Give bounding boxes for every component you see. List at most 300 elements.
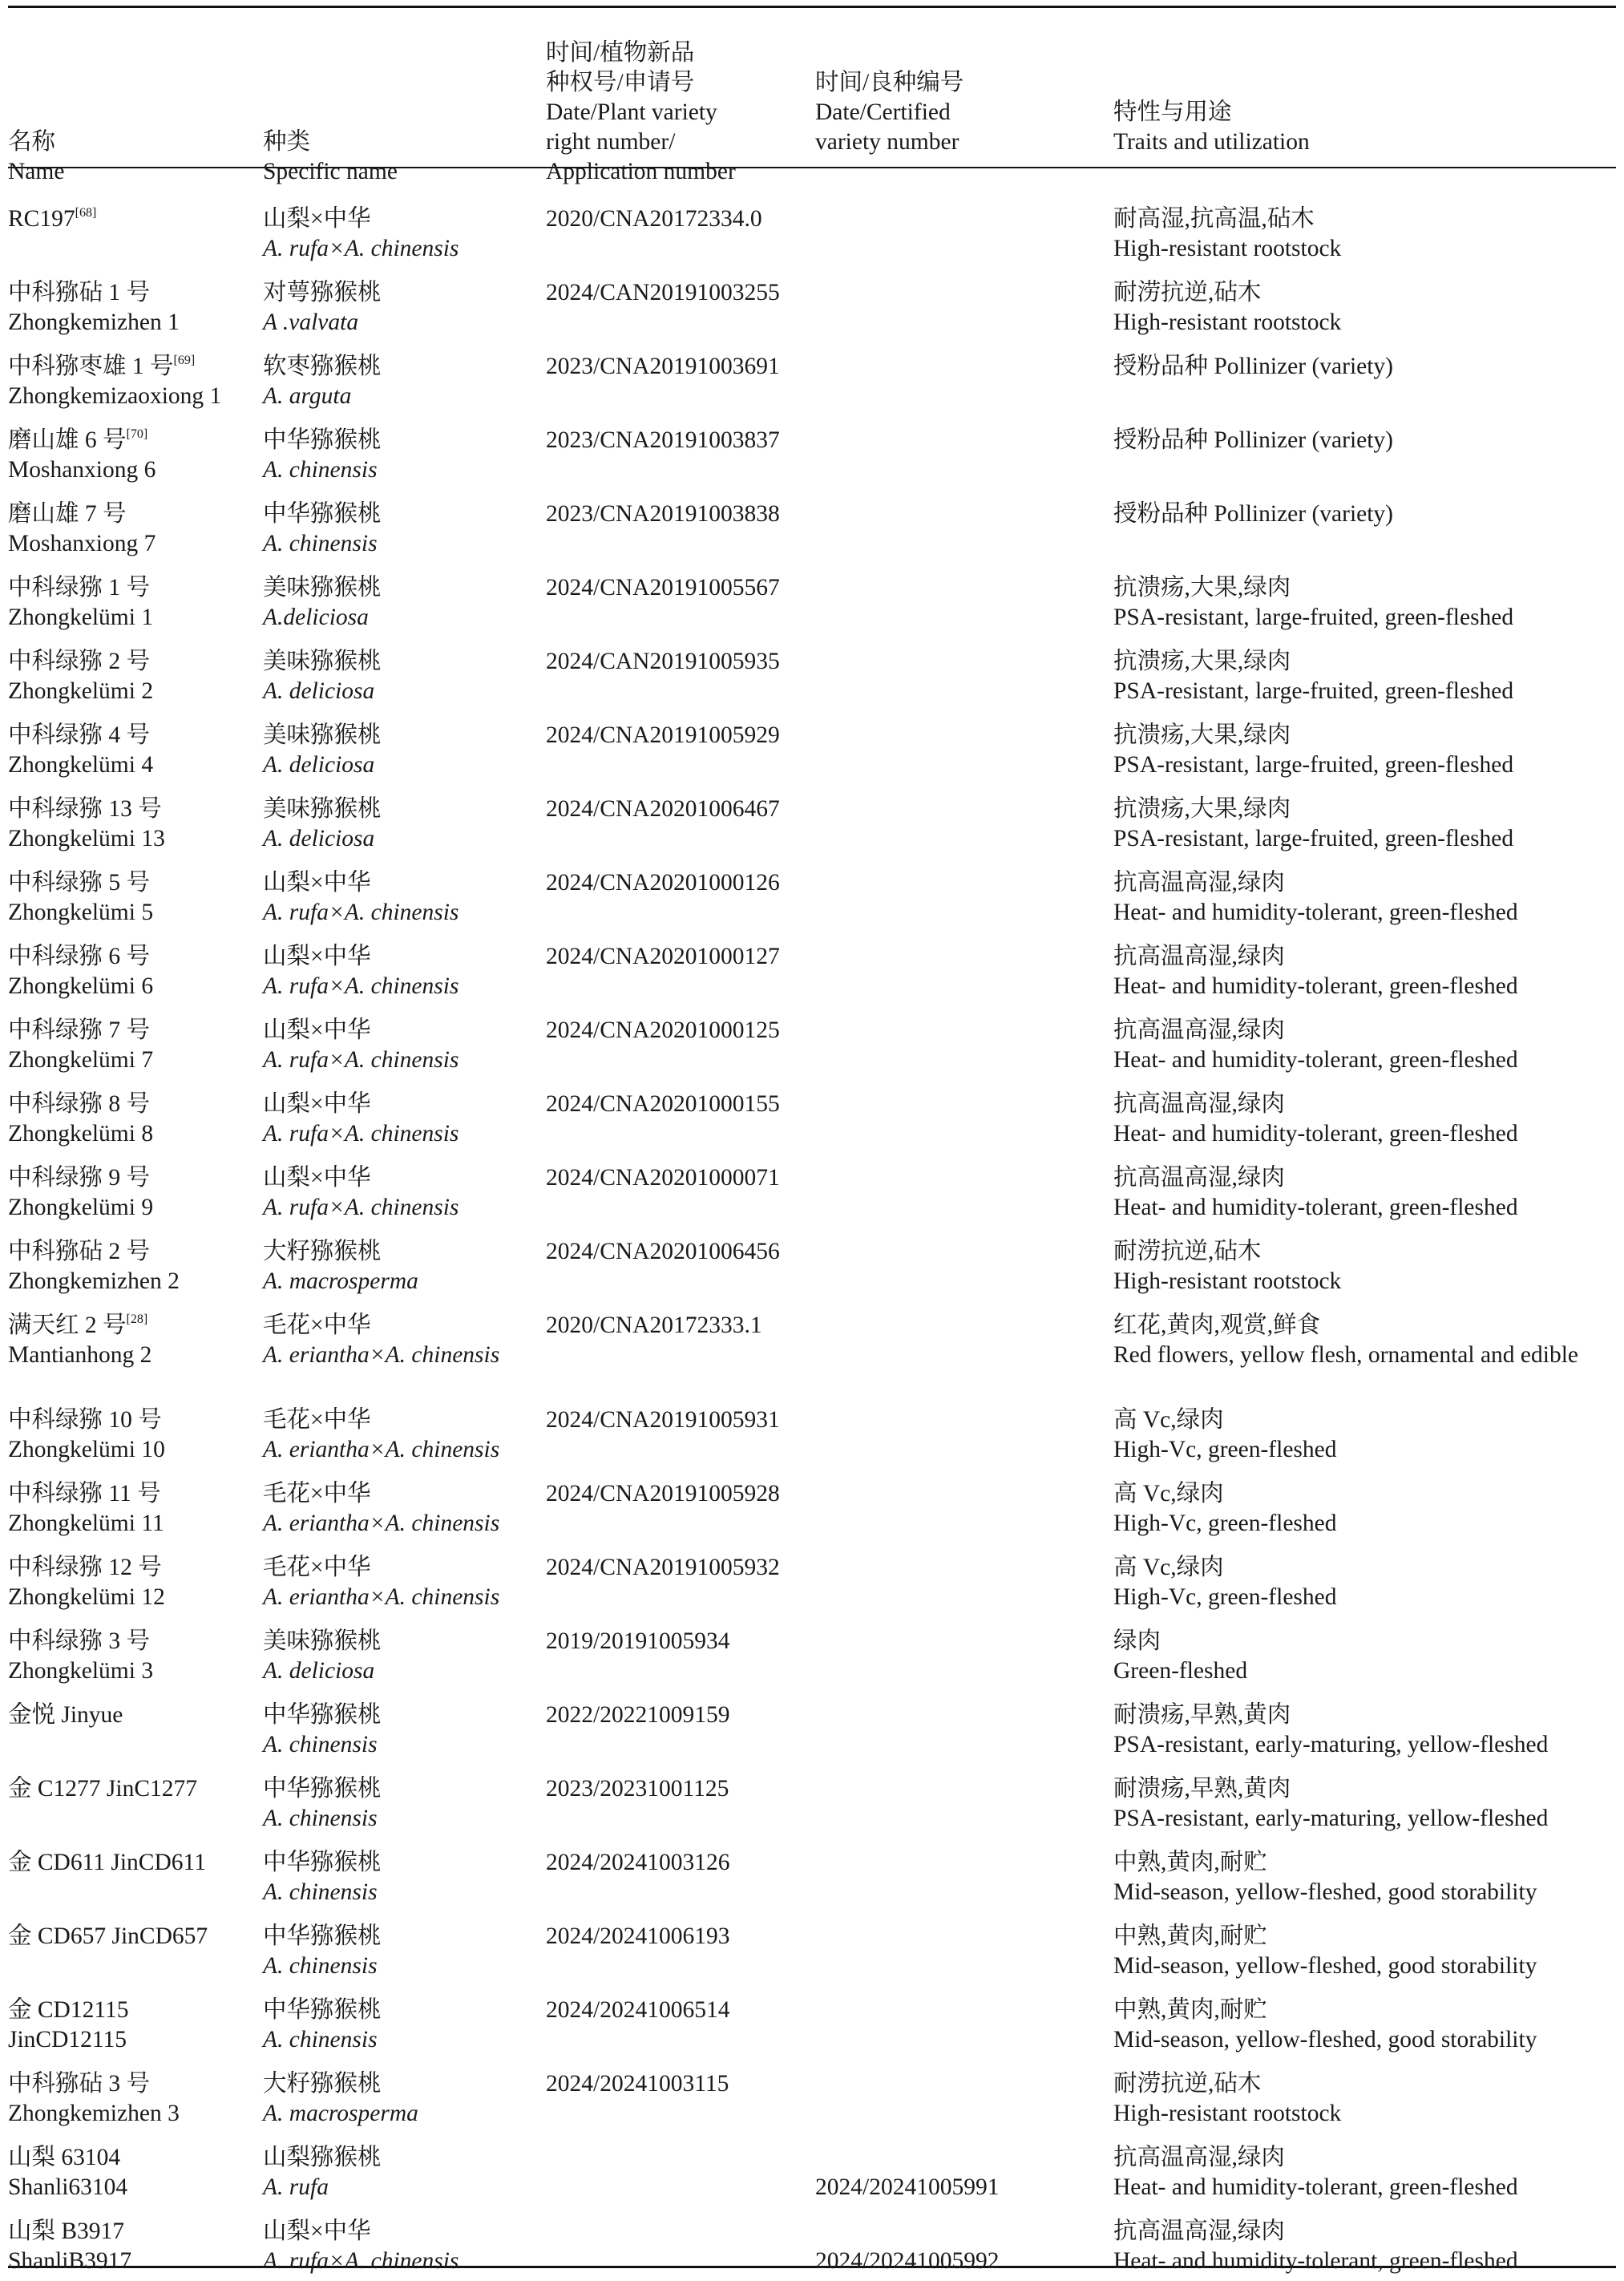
reference-marker: [70]: [126, 427, 148, 441]
traits-chinese: 抗高温高湿,绿肉: [1113, 2218, 1285, 2244]
certified-variety-cell: [815, 269, 1113, 342]
variety-name: 中科猕砧 3 号: [8, 2071, 151, 2097]
plant-variety-right-number: 2024/CNA20201000125: [546, 1017, 780, 1043]
name-line: [8, 1163, 260, 1193]
species-cn-line: [263, 2143, 543, 2173]
species-latin-line: [263, 1267, 543, 1296]
species-chinese: 毛花×中华: [263, 1555, 371, 1580]
species-latin: A. macrosperma: [263, 2101, 418, 2126]
variety-name: 中科绿猕 4 号: [8, 722, 151, 748]
table-row: [8, 1154, 1616, 1227]
traits-cell: [1113, 1396, 1616, 1470]
traits-english: PSA-resistant, large-fruited, green-fleshed: [1113, 752, 1514, 778]
variety-name: ShanliB3917: [8, 2248, 132, 2274]
name-line: [8, 1553, 260, 1583]
traits-english: High-Vc, green-fleshed: [1113, 1584, 1337, 1610]
traits-cell: [1113, 1227, 1616, 1301]
variety-name: 磨山雄 7 号: [8, 501, 127, 527]
traits-en-line: [1113, 1804, 1613, 1834]
plant-variety-right-cell: [546, 1301, 815, 1396]
species-cn-line: [263, 1090, 543, 1119]
kiwifruit-varieties-table: [8, 10, 1616, 2281]
name-cell: [8, 2133, 263, 2207]
species-latin: A. rufa×A. chinensis: [263, 1047, 459, 1073]
traits-en-line: [1113, 1509, 1613, 1539]
traits-chinese: 高 Vc,绿肉: [1113, 1555, 1224, 1580]
traits-cell: [1113, 2207, 1616, 2281]
certified-variety-cell: [815, 1006, 1113, 1080]
plant-variety-right-number: 2023/CNA20191003838: [546, 501, 780, 527]
species-cell: [263, 490, 546, 564]
traits-cell: [1113, 564, 1616, 637]
plant-variety-right-number: 2024/CAN20191005935: [546, 649, 780, 674]
name-line: [8, 1435, 260, 1465]
traits-chinese: 耐高湿,抗高温,砧木: [1113, 206, 1315, 232]
certified-variety-cell: [815, 932, 1113, 1006]
table-row: [8, 1691, 1616, 1765]
plant-variety-right-cell: [546, 711, 815, 785]
variety-name: 磨山雄 6 号: [8, 427, 127, 453]
traits-cell: [1113, 1617, 1616, 1691]
certified-variety-cell: [815, 637, 1113, 711]
species-chinese: 美味猕猴桃: [263, 796, 382, 822]
traits-cell: [1113, 269, 1616, 342]
variety-name: Zhongkelümi 11: [8, 1511, 164, 1536]
species-cn-line: [263, 1922, 543, 1951]
traits-cell: [1113, 195, 1616, 269]
species-chinese: 山梨×中华: [263, 206, 371, 232]
certified-variety-cell: [815, 1617, 1113, 1691]
traits-en-line: [1113, 1045, 1613, 1075]
species-chinese: 中华猕猴桃: [263, 1850, 382, 1875]
traits-cn-line: [1113, 2143, 1613, 2173]
traits-cell: [1113, 859, 1616, 932]
certified-variety-cell: [815, 1765, 1113, 1838]
species-latin: A. eriantha×A. chinensis: [263, 1342, 500, 1368]
traits-cn-line: [1113, 426, 1613, 455]
table-row: [8, 932, 1616, 1006]
species-chinese: 山梨×中华: [263, 2218, 371, 2244]
name-line: [8, 426, 260, 455]
name-line: [8, 1848, 260, 1878]
species-latin-line: [263, 1435, 543, 1465]
certified-spacer: [815, 2143, 1110, 2173]
traits-cn-line: [1113, 1311, 1613, 1341]
table-row: [8, 2060, 1616, 2133]
name-cell: [8, 859, 263, 932]
plant-variety-right-number: 2024/20241006514: [546, 1997, 730, 2023]
species-cell: [263, 1227, 546, 1301]
name-line: [8, 278, 260, 308]
traits-chinese: 授粉品种 Pollinizer (variety): [1113, 354, 1394, 379]
traits-cn-line: [1113, 1922, 1613, 1951]
species-latin: A. rufa×A. chinensis: [263, 2248, 459, 2274]
name-cell: [8, 564, 263, 637]
species-chinese: 美味猕猴桃: [263, 575, 382, 601]
plant-variety-right-cell: [546, 342, 815, 416]
certified-variety-cell: [815, 2060, 1113, 2133]
certified-variety-cell: [815, 1080, 1113, 1154]
species-cell: [263, 564, 546, 637]
traits-chinese: 中熟,黄肉,耐贮: [1113, 1850, 1267, 1875]
variety-name: 中科绿猕 13 号: [8, 796, 162, 822]
traits-cn-line: [1113, 573, 1613, 603]
species-latin-line: [263, 972, 543, 1001]
species-cn-line: [263, 278, 543, 308]
plant-variety-right-number: 2023/CNA20191003837: [546, 427, 780, 453]
certified-variety-cell: [815, 1691, 1113, 1765]
plant-variety-right-number: 2024/CNA20201000126: [546, 870, 780, 896]
traits-chinese: 耐涝抗逆,砧木: [1113, 280, 1262, 305]
table-row: [8, 1617, 1616, 1691]
traits-en-line: [1113, 2099, 1613, 2129]
variety-name: 山梨 63104: [8, 2145, 121, 2170]
traits-en-line: [1113, 2247, 1613, 2276]
species-cell: [263, 637, 546, 711]
traits-cn-line: [1113, 1163, 1613, 1193]
traits-cn-line: [1113, 1237, 1613, 1267]
traits-chinese: 授粉品种 Pollinizer (variety): [1113, 427, 1394, 453]
certified-variety-cell: [815, 564, 1113, 637]
traits-chinese: 抗溃疡,大果,绿肉: [1113, 649, 1291, 674]
traits-en-line: [1113, 1951, 1613, 1981]
traits-chinese: 绿肉: [1113, 1628, 1161, 1654]
traits-english: Mid-season, yellow-fleshed, good storability: [1113, 1879, 1537, 1905]
traits-en-line: [1113, 898, 1613, 928]
variety-name: Moshanxiong 6: [8, 457, 156, 483]
traits-chinese: 高 Vc,绿肉: [1113, 1481, 1224, 1507]
variety-name: Zhongkelümi 7: [8, 1047, 154, 1073]
variety-name: 中科绿猕 1 号: [8, 575, 151, 601]
traits-cell: [1113, 1154, 1616, 1227]
name-line: [8, 972, 260, 1001]
plant-variety-right-cell: [546, 785, 815, 859]
plant-variety-right-number: 2020/CNA20172333.1: [546, 1312, 762, 1338]
species-cn-line: [263, 573, 543, 603]
species-latin: A. deliciosa: [263, 1658, 375, 1684]
species-latin: A. arguta: [263, 383, 352, 409]
species-latin: A. rufa×A. chinensis: [263, 236, 459, 261]
name-cell: [8, 1838, 263, 1912]
plant-variety-right-number: 2024/CNA20191005929: [546, 722, 780, 748]
name-cell: [8, 1543, 263, 1617]
traits-cn-line: [1113, 721, 1613, 750]
variety-name: RC197: [8, 206, 75, 232]
name-line: [8, 1774, 260, 1804]
species-latin-line: [263, 529, 543, 559]
traits-english: Heat- and humidity-tolerant, green-fleshed: [1113, 973, 1518, 999]
traits-chinese: 中熟,黄肉,耐贮: [1113, 1923, 1267, 1949]
species-latin: A. chinensis: [263, 531, 378, 556]
species-chinese: 山梨×中华: [263, 1091, 371, 1117]
traits-en-line: [1113, 1119, 1613, 1149]
variety-name: 满天红 2 号: [8, 1312, 127, 1338]
certified-variety-cell: [815, 1986, 1113, 2060]
header-traits: 特性与用途 Traits and utilization: [1113, 99, 1310, 155]
certified-variety-cell: [815, 1301, 1113, 1396]
plant-variety-right-cell: [546, 416, 815, 490]
species-latin-line: [263, 824, 543, 854]
traits-chinese: 耐涝抗逆,砧木: [1113, 1239, 1262, 1264]
species-latin-line: [263, 308, 543, 338]
species-chinese: 美味猕猴桃: [263, 1628, 382, 1654]
certified-variety-cell: [815, 416, 1113, 490]
plant-variety-right-number: 2024/CNA20191005932: [546, 1555, 780, 1580]
name-cell: [8, 1080, 263, 1154]
traits-chinese: 耐涝抗逆,砧木: [1113, 2071, 1262, 2097]
species-latin-line: [263, 1193, 543, 1223]
species-chinese: 毛花×中华: [263, 1312, 371, 1338]
table-row: [8, 1543, 1616, 1617]
species-latin: A. eriantha×A. chinensis: [263, 1584, 500, 1610]
name-line: [8, 1656, 260, 1686]
variety-name: 中科绿猕 9 号: [8, 1165, 151, 1191]
traits-cell: [1113, 2060, 1616, 2133]
traits-english: High-resistant rootstock: [1113, 1268, 1342, 1294]
species-cn-line: [263, 1627, 543, 1656]
species-latin-line: [263, 2025, 543, 2055]
table-row: [8, 1765, 1616, 1838]
traits-cn-line: [1113, 1090, 1613, 1119]
plant-variety-right-cell: [546, 637, 815, 711]
species-chinese: 中华猕猴桃: [263, 1997, 382, 2023]
plant-variety-right-number: 2022/20221009159: [546, 1702, 730, 1728]
traits-en-line: [1113, 308, 1613, 338]
species-cn-line: [263, 647, 543, 677]
name-cell: [8, 1006, 263, 1080]
plant-variety-right-number: 2024/CNA20201006456: [546, 1239, 780, 1264]
traits-chinese: 高 Vc,绿肉: [1113, 1407, 1224, 1433]
plant-variety-right-cell: [546, 1080, 815, 1154]
name-line: [8, 1701, 260, 1730]
plant-variety-right-cell: [546, 269, 815, 342]
table-row: [8, 1301, 1616, 1396]
certified-variety-cell: [815, 1154, 1113, 1227]
traits-en-line: [1113, 2173, 1613, 2202]
name-cell: [8, 1396, 263, 1470]
species-latin: A .valvata: [263, 309, 359, 335]
variety-name: Zhongkelümi 9: [8, 1195, 154, 1220]
name-line: [8, 603, 260, 633]
variety-name: Zhongkemizhen 1: [8, 309, 180, 335]
header-species: 种类 Specific name: [263, 129, 398, 184]
species-latin: A. chinensis: [263, 1953, 378, 1979]
name-line: [8, 677, 260, 706]
species-latin-line: [263, 1045, 543, 1075]
species-chinese: 毛花×中华: [263, 1481, 371, 1507]
name-cell: [8, 342, 263, 416]
species-latin-line: [263, 603, 543, 633]
variety-name: Shanli63104: [8, 2174, 128, 2200]
traits-cell: [1113, 711, 1616, 785]
plant-variety-right-cell: [546, 1396, 815, 1470]
name-line: [8, 1583, 260, 1612]
name-line: [8, 750, 260, 780]
traits-cn-line: [1113, 1553, 1613, 1583]
species-cn-line: [263, 1701, 543, 1730]
traits-english: PSA-resistant, large-fruited, green-fleshed: [1113, 826, 1514, 851]
name-line: [8, 308, 260, 338]
traits-cell: [1113, 1912, 1616, 1986]
certified-variety-cell: [815, 490, 1113, 564]
traits-cn-line: [1113, 1627, 1613, 1656]
species-latin: A. chinensis: [263, 2027, 378, 2052]
species-cell: [263, 1396, 546, 1470]
variety-name: Moshanxiong 7: [8, 531, 156, 556]
plant-variety-right-cell: [546, 564, 815, 637]
plant-variety-right-number: 2024/CAN20191003255: [546, 280, 780, 305]
name-cell: [8, 1227, 263, 1301]
certified-variety-cell: [815, 195, 1113, 269]
traits-english: Heat- and humidity-tolerant, green-fleshed: [1113, 1047, 1518, 1073]
traits-cn-line: [1113, 1405, 1613, 1435]
variety-name: Zhongkelümi 6: [8, 973, 154, 999]
plant-variety-right-number: 2024/20241003126: [546, 1850, 730, 1875]
species-cell: [263, 1154, 546, 1227]
traits-english: High-resistant rootstock: [1113, 309, 1342, 335]
variety-name: 山梨 B3917: [8, 2218, 125, 2244]
traits-cn-line: [1113, 1016, 1613, 1045]
traits-english: High-resistant rootstock: [1113, 2101, 1342, 2126]
name-line: [8, 1267, 260, 1296]
species-cell: [263, 711, 546, 785]
traits-chinese: 抗高温高湿,绿肉: [1113, 1091, 1285, 1117]
name-cell: [8, 269, 263, 342]
plant-variety-right-cell: [546, 1543, 815, 1617]
species-latin: A. deliciosa: [263, 752, 375, 778]
plant-variety-right-number: 2024/CNA20201000071: [546, 1165, 780, 1191]
plant-variety-right-cell: [546, 1691, 815, 1765]
species-latin-line: [263, 2173, 543, 2202]
species-latin-line: [263, 2099, 543, 2129]
species-cell: [263, 342, 546, 416]
plant-variety-right-cell: [546, 490, 815, 564]
name-cell: [8, 2207, 263, 2281]
variety-name: Zhongkelümi 12: [8, 1584, 165, 1610]
species-cell: [263, 932, 546, 1006]
traits-en-line: [1113, 1267, 1613, 1296]
name-cell: [8, 785, 263, 859]
traits-cn-line: [1113, 942, 1613, 972]
species-cell: [263, 1912, 546, 1986]
traits-chinese: 抗高温高湿,绿肉: [1113, 2145, 1285, 2170]
traits-english: Mid-season, yellow-fleshed, good storability: [1113, 1953, 1537, 1979]
variety-name: 中科绿猕 12 号: [8, 1555, 162, 1580]
name-cell: [8, 1765, 263, 1838]
plant-variety-right-number: 2024/CNA20191005931: [546, 1407, 780, 1433]
plant-variety-right-number: 2020/CNA20172334.0: [546, 206, 762, 232]
traits-en-line: [1113, 750, 1613, 780]
name-line: [8, 1045, 260, 1075]
species-chinese: 山梨×中华: [263, 944, 371, 969]
name-line: [8, 2099, 260, 2129]
plant-variety-right-cell: [546, 2060, 815, 2133]
traits-cell: [1113, 1006, 1616, 1080]
name-cell: [8, 195, 263, 269]
traits-chinese: 抗高温高湿,绿肉: [1113, 944, 1285, 969]
species-latin-line: [263, 1730, 543, 1760]
species-cell: [263, 1301, 546, 1396]
name-line: [8, 898, 260, 928]
table-row: [8, 195, 1616, 269]
traits-en-line: [1113, 824, 1613, 854]
name-line: [8, 1509, 260, 1539]
variety-name: 中科绿猕 7 号: [8, 1017, 151, 1043]
name-line: [8, 382, 260, 411]
plant-variety-right-cell: [546, 932, 815, 1006]
table-body: [8, 195, 1616, 2281]
certified-variety-cell: [815, 1838, 1113, 1912]
name-line: [8, 1479, 260, 1509]
name-line: [8, 1193, 260, 1223]
traits-cell: [1113, 1765, 1616, 1838]
variety-name: Zhongkelümi 1: [8, 605, 154, 630]
traits-english: Heat- and humidity-tolerant, green-fleshed: [1113, 2248, 1518, 2274]
plant-variety-right-cell: [546, 1617, 815, 1691]
plant-variety-right-number: 2023/20231001125: [546, 1776, 729, 1802]
table-row: [8, 1838, 1616, 1912]
species-cell: [263, 1691, 546, 1765]
plant-variety-right-cell: [546, 1006, 815, 1080]
traits-en-line: [1113, 1583, 1613, 1612]
table-row: [8, 1396, 1616, 1470]
species-cn-line: [263, 204, 543, 234]
species-latin-line: [263, 1583, 543, 1612]
species-latin-line: [263, 455, 543, 485]
table-row: [8, 711, 1616, 785]
species-chinese: 山梨猕猴桃: [263, 2145, 382, 2170]
species-chinese: 中华猕猴桃: [263, 1702, 382, 1728]
variety-name: Zhongkelümi 3: [8, 1658, 154, 1684]
species-cn-line: [263, 1163, 543, 1193]
traits-cn-line: [1113, 1848, 1613, 1878]
plant-variety-right-number: 2023/CNA20191003691: [546, 354, 780, 379]
traits-en-line: [1113, 1435, 1613, 1465]
species-cn-line: [263, 499, 543, 529]
traits-cn-line: [1113, 499, 1613, 529]
traits-english: Red flowers, yellow flesh, ornamental and edible: [1113, 1342, 1578, 1368]
plant-variety-right-number: 2024/CNA20201000127: [546, 944, 780, 969]
plant-variety-right-cell: [546, 195, 815, 269]
species-latin-line: [263, 898, 543, 928]
traits-cn-line: [1113, 868, 1613, 898]
species-cell: [263, 2060, 546, 2133]
traits-cn-line: [1113, 2069, 1613, 2099]
traits-chinese: 抗溃疡,大果,绿肉: [1113, 796, 1291, 822]
name-cell: [8, 1617, 263, 1691]
traits-cn-line: [1113, 1996, 1613, 2025]
species-cell: [263, 1006, 546, 1080]
traits-chinese: 耐溃疡,早熟,黄肉: [1113, 1702, 1291, 1728]
species-cell: [263, 1080, 546, 1154]
species-latin-line: [263, 2247, 543, 2276]
traits-cn-line: [1113, 2217, 1613, 2247]
name-line: [8, 942, 260, 972]
traits-english: Heat- and humidity-tolerant, green-fleshed: [1113, 2174, 1518, 2200]
certified-line: [815, 2173, 1110, 2202]
certified-variety-cell: [815, 711, 1113, 785]
variety-name: Zhongkelümi 13: [8, 826, 165, 851]
name-line: [8, 721, 260, 750]
traits-english: PSA-resistant, early-maturing, yellow-fleshed: [1113, 1806, 1549, 1831]
traits-cell: [1113, 1986, 1616, 2060]
traits-cn-line: [1113, 1701, 1613, 1730]
traits-chinese: 抗溃疡,大果,绿肉: [1113, 722, 1291, 748]
traits-cell: [1113, 1301, 1616, 1396]
variety-name: Zhongkemizhen 2: [8, 1268, 180, 1294]
species-chinese: 中华猕猴桃: [263, 427, 382, 453]
species-latin: A. eriantha×A. chinensis: [263, 1511, 500, 1536]
